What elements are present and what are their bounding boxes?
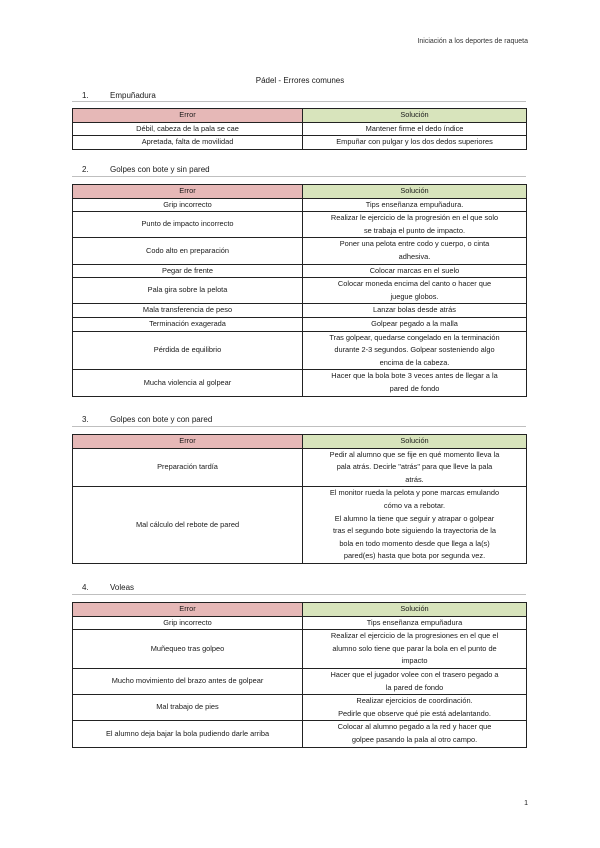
table-row	[73, 264, 527, 278]
section-rule	[72, 176, 526, 177]
section-number: 2.	[82, 165, 89, 174]
solution-cell: Hacer que el jugador volee con el trasero pegado a la pared de fondo	[303, 668, 527, 694]
section-rule	[72, 594, 526, 595]
errors-table-golpes-sin-pared	[72, 184, 527, 397]
table-row	[73, 238, 527, 264]
error-cell: Mal trabajo de pies	[73, 695, 303, 721]
error-column-header: Error	[73, 435, 303, 449]
errors-table-voleas	[72, 602, 527, 748]
error-cell: Terminación exagerada	[73, 317, 303, 331]
error-cell: Pala gira sobre la pelota	[73, 278, 303, 304]
errors-table-golpes-con-pared	[72, 434, 527, 564]
solution-column-header: Solución	[303, 435, 527, 449]
errors-table-empunadura	[72, 108, 527, 150]
error-cell: Preparación tardía	[73, 448, 303, 487]
solution-cell: Hacer que la bola bote 3 veces antes de llegar a la pared de fondo	[303, 370, 527, 396]
section-title: Voleas	[110, 583, 135, 592]
solution-column-header: Solución	[303, 109, 527, 123]
solution-cell: Realizar le ejercicio de la progresión en el que solo se trabaja el punto de impacto.	[303, 212, 527, 238]
error-column-header: Error	[73, 185, 303, 199]
table-header-row	[73, 185, 527, 199]
section-heading	[82, 91, 156, 100]
solution-column-header: Solución	[303, 603, 527, 617]
solution-cell: Realizar el ejercicio de la progresiones en el que el alumno solo tiene que parar la bola en el punto de impacto	[303, 630, 527, 669]
error-cell: Mala transferencia de peso	[73, 304, 303, 318]
solution-cell: Poner una pelota entre codo y cuerpo, o cinta adhesiva.	[303, 238, 527, 264]
error-cell: Punto de impacto incorrecto	[73, 212, 303, 238]
error-cell: Grip incorrecto	[73, 616, 303, 630]
solution-cell: Tips enseñanza empuñadura.	[303, 198, 527, 212]
error-cell: Mucha violencia al golpear	[73, 370, 303, 396]
table-row	[73, 278, 527, 304]
solution-cell: Colocar moneda encima del canto o hacer que juegue globos.	[303, 278, 527, 304]
error-cell: Pérdida de equilibrio	[73, 331, 303, 370]
section-heading	[82, 165, 210, 174]
page-number: 1	[524, 800, 528, 807]
solution-cell: Pedir al alumno que se fije en qué momento lleva la pala atrás. Decirle "atrás" para que lleve la pala atrás.	[303, 448, 527, 487]
solution-cell: Tras golpear, quedarse congelado en la terminación durante 2-3 segundos. Golpear sosteniendo algo encima de la cabeza.	[303, 331, 527, 370]
section-rule	[72, 101, 526, 102]
table-row	[73, 448, 527, 487]
table-row	[73, 487, 527, 564]
error-cell: Apretada, falta de movilidad	[73, 136, 303, 150]
table-row	[73, 616, 527, 630]
solution-cell: Realizar ejercicios de coordinación. Pedirle que observe qué pie está adelantando.	[303, 695, 527, 721]
page-title: Pádel - Errores comunes	[255, 76, 345, 85]
solution-cell: Mantener firme el dedo índice	[303, 122, 527, 136]
table-row	[73, 136, 527, 150]
error-column-header: Error	[73, 603, 303, 617]
solution-cell: El monitor rueda la pelota y pone marcas emulando cómo va a rebotar. El alumno la tiene que seguir y atrapar o golpear tras el segundo bote siguiendo la trayectoria de la bola en todo momento desde que llega a la(s) pared(es) hasta que bota por segunda vez.	[303, 487, 527, 564]
running-header: Iniciación a los deportes de raqueta	[417, 38, 528, 45]
error-cell: Muñequeo tras golpeo	[73, 630, 303, 669]
error-column-header: Error	[73, 109, 303, 123]
table-row	[73, 317, 527, 331]
solution-column-header: Solución	[303, 185, 527, 199]
section-heading	[82, 415, 212, 424]
section-number: 1.	[82, 91, 89, 100]
error-cell: Mal cálculo del rebote de pared	[73, 487, 303, 564]
section-title: Golpes con bote y sin pared	[110, 165, 210, 174]
table-header-row	[73, 603, 527, 617]
table-row	[73, 370, 527, 396]
solution-cell: Lanzar bolas desde atrás	[303, 304, 527, 318]
table-row	[73, 721, 527, 747]
table-row	[73, 304, 527, 318]
solution-cell: Tips enseñanza empuñadura	[303, 616, 527, 630]
table-header-row	[73, 109, 527, 123]
table-row	[73, 695, 527, 721]
error-cell: Débil, cabeza de la pala se cae	[73, 122, 303, 136]
solution-cell: Colocar al alumno pegado a la red y hacer que golpee pasando la pala al otro campo.	[303, 721, 527, 747]
table-row	[73, 212, 527, 238]
table-header-row	[73, 435, 527, 449]
table-row	[73, 198, 527, 212]
section-title: Empuñadura	[110, 91, 156, 100]
section-number: 3.	[82, 415, 89, 424]
solution-cell: Colocar marcas en el suelo	[303, 264, 527, 278]
error-cell: Pegar de frente	[73, 264, 303, 278]
table-row	[73, 122, 527, 136]
solution-cell: Golpear pegado a la malla	[303, 317, 527, 331]
error-cell: Codo alto en preparación	[73, 238, 303, 264]
table-row	[73, 668, 527, 694]
section-heading	[82, 583, 134, 592]
section-number: 4.	[82, 583, 89, 592]
solution-cell: Empuñar con pulgar y los dos dedos superiores	[303, 136, 527, 150]
error-cell: Grip incorrecto	[73, 198, 303, 212]
section-rule	[72, 426, 526, 427]
table-row	[73, 630, 527, 669]
error-cell: Mucho movimiento del brazo antes de golpear	[73, 668, 303, 694]
error-cell: El alumno deja bajar la bola pudiendo darle arriba	[73, 721, 303, 747]
table-row	[73, 331, 527, 370]
section-title: Golpes con bote y con pared	[110, 415, 213, 424]
